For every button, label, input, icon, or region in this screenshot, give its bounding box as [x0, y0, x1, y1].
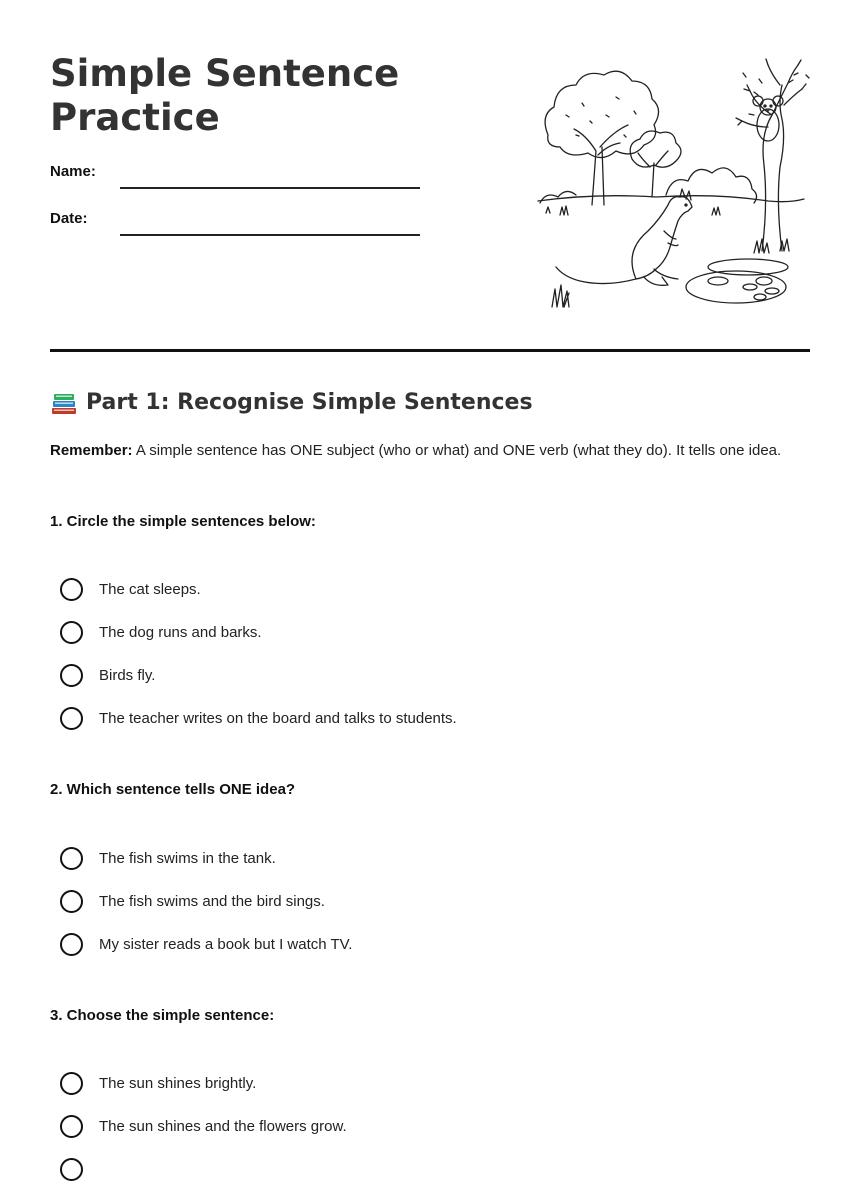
- page-title: [50, 52, 470, 140]
- question-3-prompt: 3. Choose the simple sentence:: [50, 1007, 275, 1024]
- question-2-option-1[interactable]: [60, 837, 352, 880]
- header-divider: [50, 349, 810, 352]
- radio-button[interactable]: [60, 578, 83, 601]
- remember-label: Remember:: [50, 442, 133, 459]
- option-text: Birds fly.: [99, 667, 156, 684]
- question-2-options: [60, 837, 352, 966]
- date-label: Date:: [50, 210, 88, 227]
- radio-button[interactable]: [60, 1115, 83, 1138]
- question-2-prompt: 2. Which sentence tells ONE idea?: [50, 781, 296, 798]
- question-3-option-2[interactable]: [60, 1105, 347, 1148]
- radio-button[interactable]: [60, 847, 83, 870]
- australian-bush-scene-icon: [536, 55, 810, 315]
- option-text: The sun shines brightly.: [99, 1075, 257, 1092]
- worksheet-page: [50, 0, 810, 1135]
- name-label: Name:: [50, 163, 96, 180]
- question-3-options: [60, 1062, 347, 1191]
- radio-button[interactable]: [60, 890, 83, 913]
- date-field[interactable]: [50, 210, 420, 234]
- radio-button[interactable]: [60, 933, 83, 956]
- question-1-option-3[interactable]: [60, 654, 457, 697]
- title-line-2: Practice: [50, 96, 220, 139]
- part1-title: [50, 384, 533, 422]
- question-2-option-2[interactable]: [60, 880, 352, 923]
- books-icon: [50, 389, 78, 417]
- radio-button[interactable]: [60, 1072, 83, 1095]
- radio-button[interactable]: [60, 1158, 83, 1181]
- option-text: The fish swims and the bird sings.: [99, 893, 325, 910]
- option-text: The fish swims in the tank.: [99, 850, 276, 867]
- option-text: The dog runs and barks.: [99, 624, 262, 641]
- name-field[interactable]: [50, 163, 420, 187]
- option-text: The cat sleeps.: [99, 581, 201, 598]
- question-1-option-4[interactable]: [60, 697, 457, 740]
- radio-button[interactable]: [60, 707, 83, 730]
- question-1-prompt: 1. Circle the simple sentences below:: [50, 513, 316, 530]
- option-text: My sister reads a book but I watch TV.: [99, 936, 353, 953]
- radio-button[interactable]: [60, 664, 83, 687]
- question-1-option-1[interactable]: [60, 568, 457, 611]
- option-text: The teacher writes on the board and talks to students.: [99, 710, 457, 727]
- option-text: The sun shines and the flowers grow.: [99, 1118, 347, 1135]
- remember-note: [50, 438, 810, 464]
- radio-button[interactable]: [60, 621, 83, 644]
- question-3-option-1[interactable]: [60, 1062, 347, 1105]
- title-line-1: Simple Sentence: [50, 52, 400, 95]
- question-1-options: [60, 568, 457, 740]
- part1-title-text: Part 1: Recognise Simple Sentences: [86, 390, 533, 415]
- question-2-option-3[interactable]: [60, 923, 352, 966]
- worksheet-header: [50, 0, 810, 352]
- question-1-option-2[interactable]: [60, 611, 457, 654]
- remember-text: A simple sentence has ONE subject (who or what) and ONE verb (what they do). It tells one idea.: [132, 442, 782, 459]
- name-input-line[interactable]: [120, 187, 420, 189]
- date-input-line[interactable]: [120, 234, 420, 236]
- question-3-option-3[interactable]: [60, 1148, 347, 1191]
